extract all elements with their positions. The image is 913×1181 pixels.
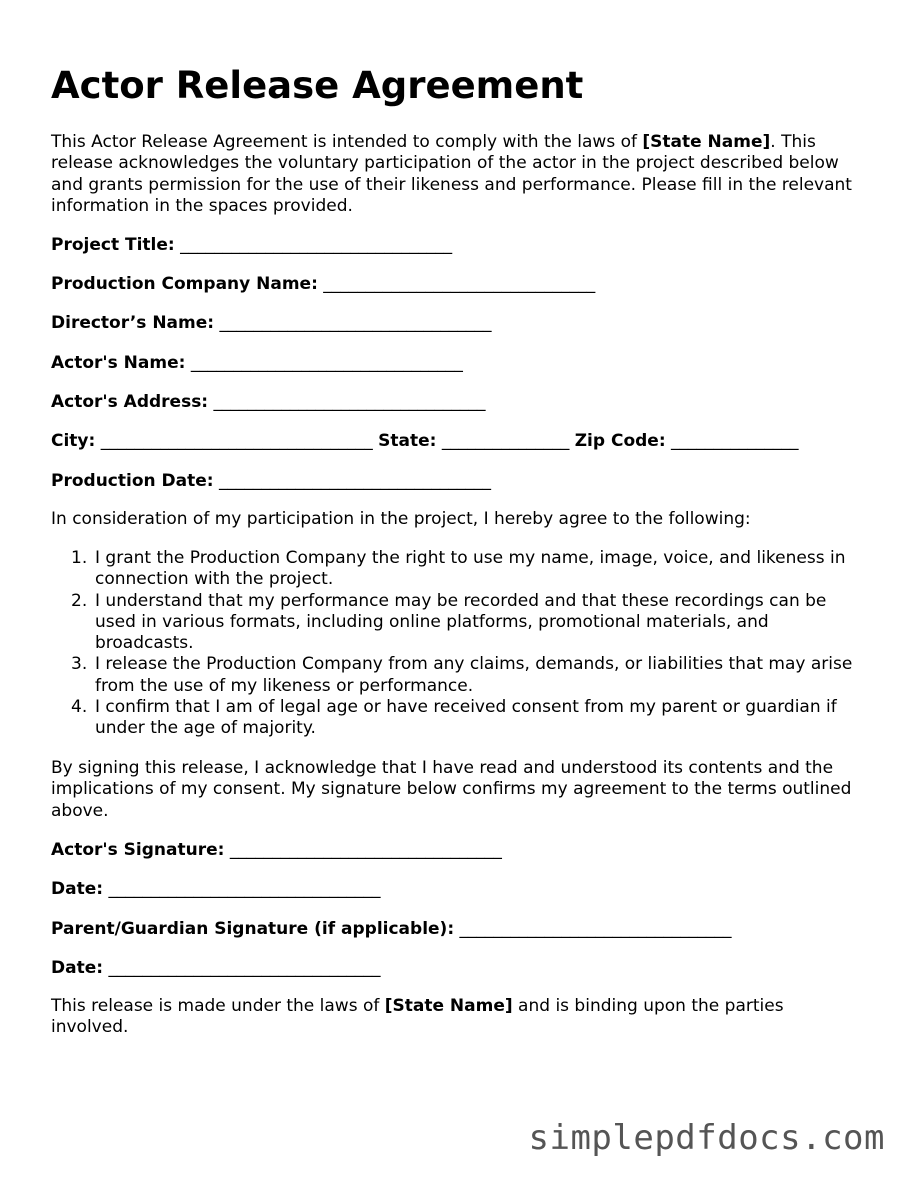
production-company-blank[interactable]: ________________________________ [323, 274, 596, 294]
actor-name-blank[interactable]: ________________________________ [190, 353, 463, 373]
actor-address-blank[interactable]: ________________________________ [213, 392, 486, 412]
guardian-signature-label: Parent/Guardian Signature (if applicable): [51, 919, 455, 939]
actor-date-blank[interactable]: ________________________________ [108, 879, 381, 899]
production-company-field [51, 273, 595, 295]
guardian-date-field [51, 957, 380, 979]
list-item [51, 654, 863, 697]
actor-signature-label: Actor's Signature: [51, 840, 225, 860]
intro-paragraph [51, 132, 863, 217]
project-title-field [51, 234, 452, 256]
guardian-date-blank[interactable]: ________________________________ [108, 958, 381, 978]
actor-address-label: Actor's Address: [51, 392, 209, 412]
list-item [51, 548, 863, 591]
term-text: I confirm that I am of legal age or have received consent from my parent or guardian if under the age of majority. [95, 697, 837, 739]
project-title-blank[interactable]: ________________________________ [180, 235, 453, 255]
production-date-label: Production Date: [51, 471, 214, 491]
closing-state-placeholder: [State Name] [384, 996, 513, 1016]
term-text: I understand that my performance may be recorded and that these recordings can be used in various formats, including online platforms, promotional materials, and broadcasts. [95, 590, 827, 654]
production-date-blank[interactable]: ________________________________ [218, 471, 491, 491]
terms-list [51, 548, 863, 740]
actor-signature-field [51, 839, 502, 861]
production-company-label: Production Company Name: [51, 274, 318, 294]
actor-date-field [51, 878, 380, 900]
zip-code-blank[interactable]: _______________ [671, 431, 799, 451]
director-name-blank[interactable]: ________________________________ [219, 313, 492, 333]
state-blank[interactable]: _______________ [441, 431, 570, 451]
city-state-zip-field [51, 430, 799, 452]
intro-text-start: This Actor Release Agreement is intended to comply with the laws of [51, 132, 643, 152]
closing-paragraph [51, 996, 863, 1039]
list-item [51, 591, 863, 655]
actor-date-label: Date: [51, 879, 104, 899]
state-label: State: [378, 431, 437, 451]
guardian-signature-blank[interactable]: ________________________________ [459, 919, 732, 939]
intro-state-placeholder: [State Name] [642, 132, 771, 152]
term-number: 2. [71, 590, 88, 611]
acknowledgement-paragraph: By signing this release, I acknowledge that I have read and understood its contents and the implications of my consent. My signature below confirms my agreement to the terms outlined above. [51, 758, 852, 821]
project-title-label: Project Title: [51, 235, 175, 255]
director-name-field [51, 312, 491, 334]
guardian-signature-field [51, 918, 732, 940]
city-label: City: [51, 431, 96, 451]
term-text: I release the Production Company from any claims, demands, or liabilities that may arise from the use of my likeness or performance. [95, 654, 853, 696]
closing-text-end: and is binding upon the parties involved. [51, 996, 784, 1038]
actor-name-field [51, 352, 463, 374]
intro-text-end: . This release acknowledges the voluntary participation of the actor in the project described below and grants permission for the use of their likeness and performance. Please fill in the relevant information in the spaces provided. [51, 132, 852, 216]
watermark-text: simplepdfdocs.com [528, 1118, 885, 1158]
actor-name-label: Actor's Name: [51, 353, 186, 373]
document-title: Actor Release Agreement [51, 64, 584, 107]
term-number: 3. [71, 654, 88, 675]
city-blank[interactable]: ________________________________ [100, 431, 373, 451]
actor-signature-blank[interactable]: ________________________________ [229, 840, 502, 860]
consideration-paragraph: In consideration of my participation in the project, I hereby agree to the following: [51, 509, 751, 529]
guardian-date-label: Date: [51, 958, 104, 978]
director-name-label: Director’s Name: [51, 313, 215, 333]
production-date-field [51, 470, 491, 492]
term-number: 1. [71, 548, 88, 568]
term-text: I grant the Production Company the right to use my name, image, voice, and likeness in connection with the project. [95, 548, 846, 590]
zip-code-label: Zip Code: [574, 431, 666, 451]
list-item [51, 697, 863, 740]
term-number: 4. [71, 697, 88, 718]
closing-text-start: This release is made under the laws of [51, 996, 385, 1016]
actor-address-field [51, 391, 486, 413]
